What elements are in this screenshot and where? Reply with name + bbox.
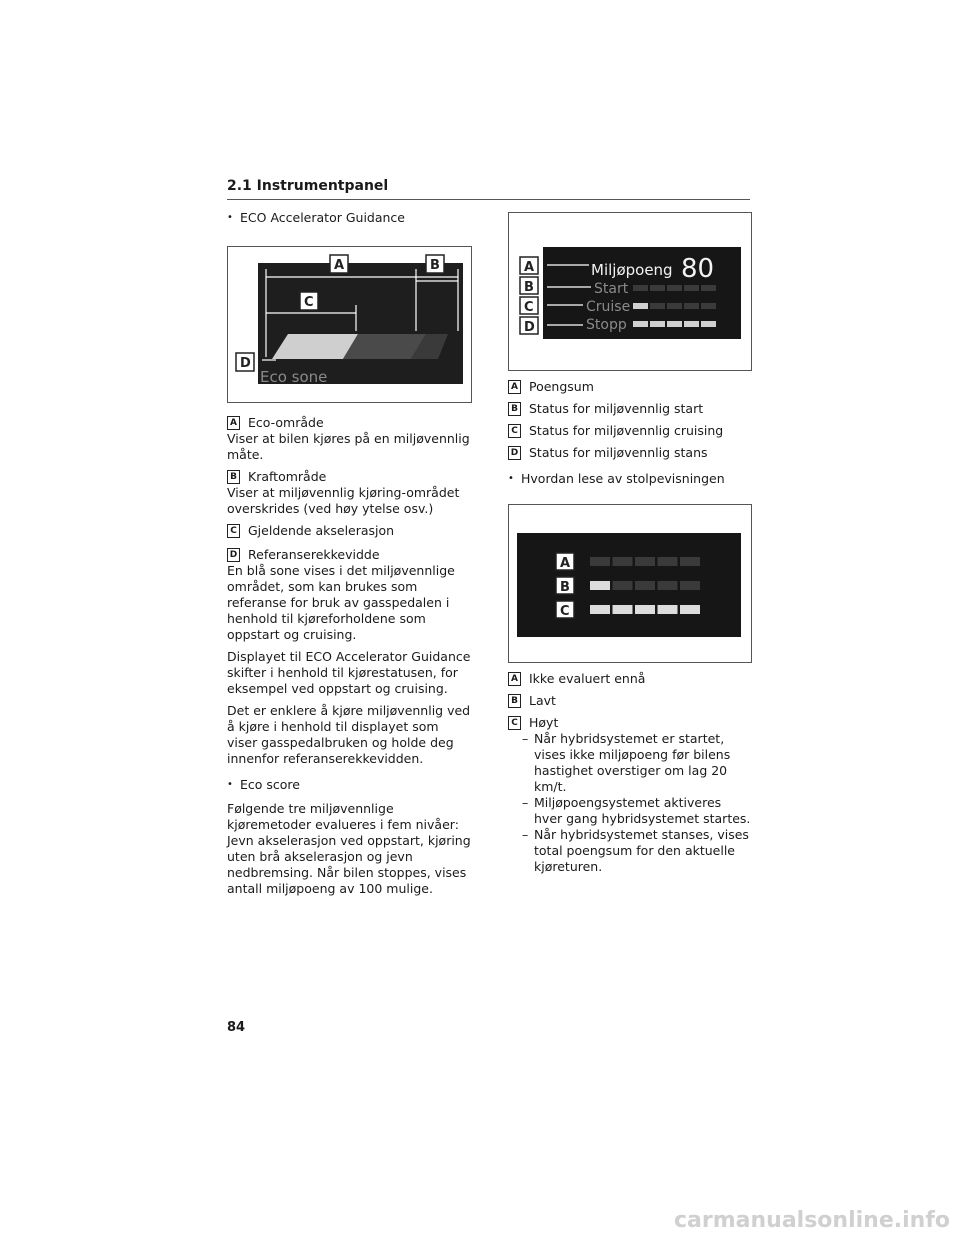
callout-c-label: C: [560, 604, 570, 619]
letter-c: C: [227, 524, 240, 538]
page-number: 84: [227, 1020, 246, 1035]
notes-list: [508, 731, 753, 875]
bar-segment: [633, 303, 648, 309]
right-text-block-1: [508, 379, 753, 495]
item-a-head: [227, 415, 472, 431]
section-title: 2.1 Instrumentpanel: [227, 178, 389, 194]
bar-segment: [590, 557, 610, 566]
r2-item-b-head: [508, 693, 753, 709]
bar-segment: [650, 285, 665, 291]
bar-segment: [667, 285, 682, 291]
bar-segment: [613, 605, 633, 614]
r-item-b-head: [508, 401, 753, 417]
bar-segment: [684, 303, 699, 309]
note-item: – Når hybridsystemet stanses, vises total poengsum for den aktuelle kjøreturen.: [508, 827, 753, 875]
row-stopp-label: Stopp: [586, 317, 627, 333]
bar-segment: [667, 303, 682, 309]
left-column: [227, 210, 472, 234]
callout-c-label: C: [304, 295, 314, 310]
callout-d-label: D: [240, 356, 251, 371]
score-title: Miljøpoeng: [591, 261, 673, 279]
bar-segment: [613, 557, 633, 566]
eco-guidance-figure: [227, 246, 472, 403]
item-b-head: [227, 469, 472, 485]
bar-segment: [684, 285, 699, 291]
bar-segment: [701, 321, 716, 327]
r-letter-a: A: [508, 380, 521, 394]
r-item-c-head: [508, 423, 753, 439]
r2-item-c-title: Høyt: [529, 715, 559, 730]
bar-segment: [658, 605, 678, 614]
callout-a-label: A: [524, 260, 535, 275]
r2-item-c-head: [508, 715, 753, 731]
bullet-bar-reading: • Hvordan lese av stolpevisningen: [508, 471, 753, 487]
bar-levels-illustration: [509, 505, 751, 662]
bar-segment: [633, 321, 648, 327]
bar-segment: [701, 285, 716, 291]
letter-a: A: [227, 416, 240, 430]
note-item: – Miljøpoengsystemet aktiveres hver gang hybridsystemet startes.: [508, 795, 753, 827]
callout-c-label: C: [524, 300, 534, 315]
r-item-d-head: [508, 445, 753, 461]
r-item-d-title: Status for miljøvennlig stans: [529, 445, 708, 460]
r-item-a-head: [508, 379, 753, 395]
item-d-head: [227, 547, 472, 563]
bar-segment: [680, 557, 700, 566]
r-letter-c: C: [508, 424, 521, 438]
right-text-block-2: [508, 671, 753, 875]
letter-d: D: [227, 548, 240, 562]
bar-segment: [701, 303, 716, 309]
bar-segment: [658, 581, 678, 590]
bar-segment: [684, 321, 699, 327]
note-item: – Når hybridsystemet er startet, vises ikke miljøpoeng før bilens hastighet overstiger om lag 20 km/t.: [508, 731, 753, 795]
watermark: carmanualsonline.info: [674, 1208, 950, 1233]
r2-item-b-title: Lavt: [529, 693, 556, 708]
item-b-desc: Viser at miljøvennlig kjøring-området overskrides (ved høy ytelse osv.): [227, 485, 460, 516]
r-letter-d: D: [508, 446, 521, 460]
callout-d-label: D: [524, 320, 535, 335]
r-item-b-title: Status for miljøvennlig start: [529, 401, 704, 416]
bar-segment: [590, 605, 610, 614]
eco-score-figure: [508, 212, 752, 371]
item-c-title: Gjeldende akselerasjon: [248, 523, 395, 538]
item-b-title: Kraftområde: [248, 469, 327, 484]
callout-a-label: A: [560, 556, 571, 571]
paragraph-eco-score: Følgende tre miljøvennlige kjøremetoder evalueres i fem nivåer: Jevn akselerasjon ved oppstart, kjøring uten brå akselerasjon og jevn nedbremsing. Når bilen stoppes, vises antall miljøpoeng av 100 mulige.: [227, 801, 471, 896]
item-a-desc: Viser at bilen kjøres på en miljøvennlig måte.: [227, 431, 470, 462]
bullet-eco-guidance: • ECO Accelerator Guidance: [227, 210, 472, 226]
header-divider: [227, 199, 750, 200]
left-text-block: [227, 409, 472, 903]
callout-b-label: B: [524, 280, 534, 295]
paragraph-display: Displayet til ECO Accelerator Guidance skifter i henhold til kjørestatusen, for eksempel ved oppstart og cruising.: [227, 649, 471, 696]
bar-segment: [650, 303, 665, 309]
paragraph-easier: Det er enklere å kjøre miljøvennlig ved å kjøre i henhold til displayet som viser gasspedalbruken og holde deg innenfor referanserekkevidden.: [227, 703, 471, 766]
r-item-a-title: Poengsum: [529, 379, 594, 394]
bullet-eco-score: • Eco score: [227, 777, 472, 793]
r2-item-a-head: [508, 671, 753, 687]
bar-segment: [590, 581, 610, 590]
bar-segment: [635, 581, 655, 590]
r2-item-a-title: Ikke evaluert ennå: [529, 671, 646, 686]
r-letter-b: B: [508, 402, 521, 416]
bar-segment: [680, 605, 700, 614]
row-cruise-label: Cruise: [586, 299, 631, 315]
eco-guidance-illustration: [228, 247, 471, 402]
callout-a-label: A: [334, 258, 345, 273]
r2-letter-b: B: [508, 694, 521, 708]
callout-b-label: B: [560, 580, 570, 595]
row-start-label: Start: [594, 281, 629, 297]
bar-segment: [613, 581, 633, 590]
bar-segment: [680, 581, 700, 590]
letter-b: B: [227, 470, 240, 484]
item-d-title: Referanserekkevidde: [248, 547, 380, 562]
level-bars: [590, 557, 700, 614]
eco-zone-text: Eco sone: [260, 368, 328, 386]
bar-segment: [658, 557, 678, 566]
r2-letter-a: A: [508, 672, 521, 686]
item-d-desc: En blå sone vises i det miljøvennlige området, som kan brukes som referanse for bruk av gasspedalen i henhold til kjøreforholdene som oppstart og cruising.: [227, 563, 455, 642]
item-c-head: [227, 523, 472, 539]
score-value: 80: [681, 254, 715, 284]
r2-letter-c: C: [508, 716, 521, 730]
callout-b-label: B: [430, 258, 440, 273]
bar-segment: [635, 557, 655, 566]
bar-levels-figure: [508, 504, 752, 663]
item-a-title: Eco-område: [248, 415, 324, 430]
r-item-c-title: Status for miljøvennlig cruising: [529, 423, 724, 438]
eco-score-illustration: [509, 213, 751, 370]
bar-segment: [650, 321, 665, 327]
bar-segment: [635, 605, 655, 614]
bar-segment: [633, 285, 648, 291]
bar-segment: [667, 321, 682, 327]
